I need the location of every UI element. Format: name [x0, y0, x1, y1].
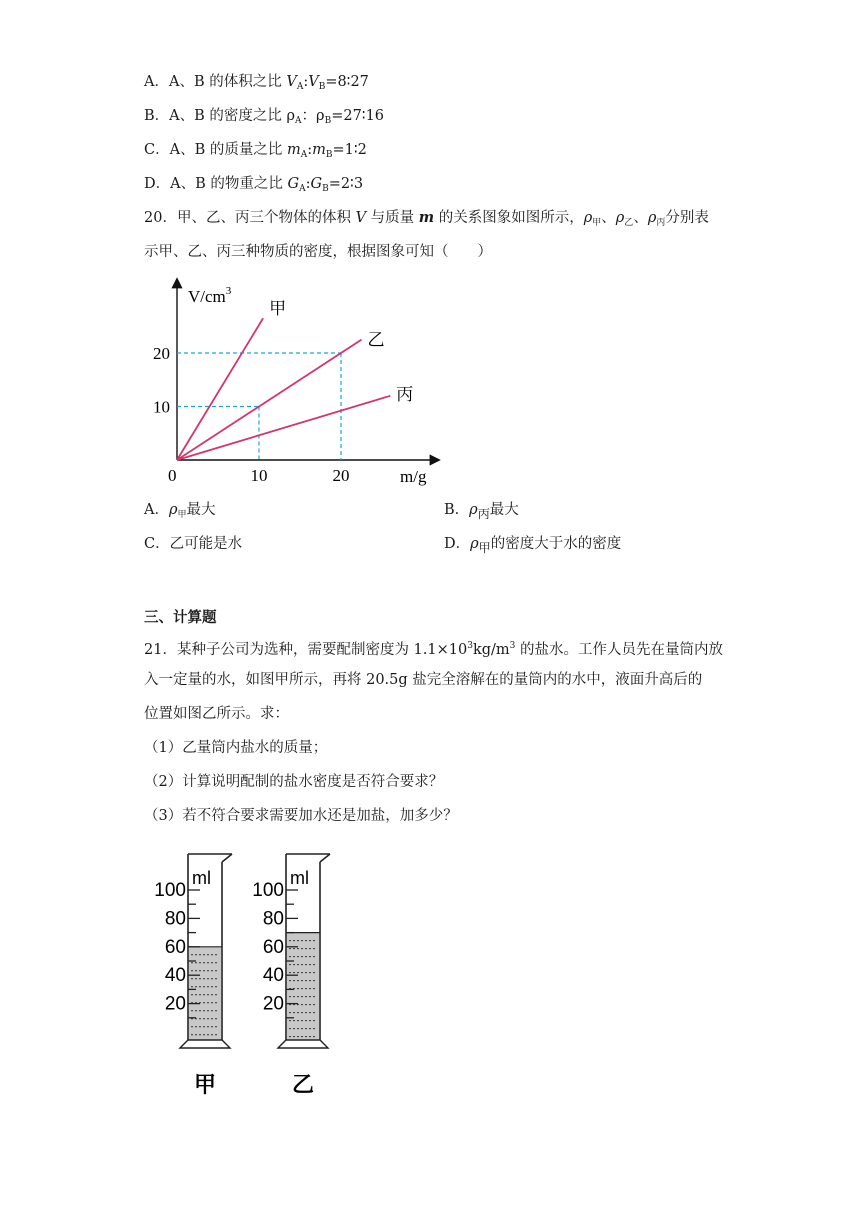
q21-stem-line2: 入一定量的水，如图甲所示，再将 20.5g 盐完全溶解在的量筒内的水中，液面升高后的 — [144, 672, 703, 688]
scale-label: 80 — [164, 908, 186, 930]
scale-label: 100 — [154, 880, 186, 901]
q20-option-b: B．$\rho_丙$最大 — [444, 502, 519, 521]
q19-option-c: C．A、B 的质量之比 $m_A:m_B=1∶2$ — [144, 142, 367, 160]
scale-label: 100 — [252, 880, 284, 901]
q21-stem-line3: 位置如图乙所示。求： — [144, 706, 289, 722]
scale-label: 20 — [262, 993, 284, 1015]
q19-option-b: B．A、B 的密度之比 $\rho_A$：$\rho_B=27∶16$ — [144, 108, 385, 126]
origin-label: 0 — [168, 466, 177, 485]
scale-label: 60 — [164, 936, 186, 958]
q21-sub2: （2）计算说明配制的盐水密度是否符合要求？ — [144, 774, 444, 790]
cylinder-jia — [154, 854, 232, 1097]
scale-label: 20 — [164, 993, 186, 1015]
scale-label: 40 — [262, 965, 284, 987]
series-label-0: 甲 — [269, 299, 287, 319]
q20-stem-line1: 20．甲、乙、丙三个物体的体积 V 与质量 m 的关系图象如图所示，$\rho_甲$、$\rho_乙$、$\rho_丙$分别表 — [144, 209, 709, 228]
y-axis-label: $V/cm^3$ — [188, 285, 232, 306]
q20-option-a: A．$\rho_甲$最大 — [144, 502, 216, 520]
q20-stem-line2: 示甲、乙、丙三种物质的密度，根据图象可知（ ） — [144, 244, 492, 260]
series-label-1: 乙 — [367, 330, 385, 350]
series-label-2: 丙 — [396, 384, 414, 404]
q21-stem-line1: 21．某种子公司为选种，需要配制密度为 $1.1\times 10^3kg/m^3$ 的盐水。工作人员先在量筒内放 — [144, 641, 723, 658]
scale-label: 60 — [262, 936, 284, 958]
graduated-cylinders-figure — [145, 842, 345, 1112]
unit-label: ml — [290, 868, 309, 888]
q20-option-d: D．$\rho_甲$的密度大于水的密度 — [444, 536, 622, 555]
q21-sub3: （3）若不符合要求需要加水还是加盐，加多少？ — [144, 808, 458, 824]
cylinder-yi — [252, 854, 330, 1097]
cylinder-caption: 乙 — [291, 1072, 315, 1097]
x-axis-label: m/g — [400, 467, 427, 486]
cylinder-caption: 甲 — [193, 1072, 217, 1097]
q19-option-a: A．A、B 的体积之比 $V_A:V_B=8∶27$ — [144, 74, 369, 92]
q20-option-c: C．乙可能是水 — [144, 536, 243, 552]
x-tick-label-1: 20 — [332, 466, 350, 485]
scale-label: 40 — [164, 965, 186, 987]
series-line-1 — [177, 340, 362, 460]
scale-label: 80 — [262, 908, 284, 930]
x-tick-label-0: 10 — [250, 466, 268, 485]
cylinder-base — [278, 1040, 328, 1048]
q21-sub1: （1）乙量筒内盐水的质量； — [144, 740, 328, 756]
unit-label: ml — [192, 868, 211, 888]
series-line-2 — [177, 396, 390, 460]
q19-option-d: D．A、B 的物重之比 $G_A:G_B=2∶3$ — [144, 176, 364, 194]
y-tick-label-1: 20 — [153, 344, 170, 363]
volume-mass-chart — [150, 272, 450, 494]
section-heading: 三、计算题 — [144, 609, 217, 626]
cylinder-base — [180, 1040, 230, 1048]
y-tick-label-0: 10 — [153, 397, 170, 417]
